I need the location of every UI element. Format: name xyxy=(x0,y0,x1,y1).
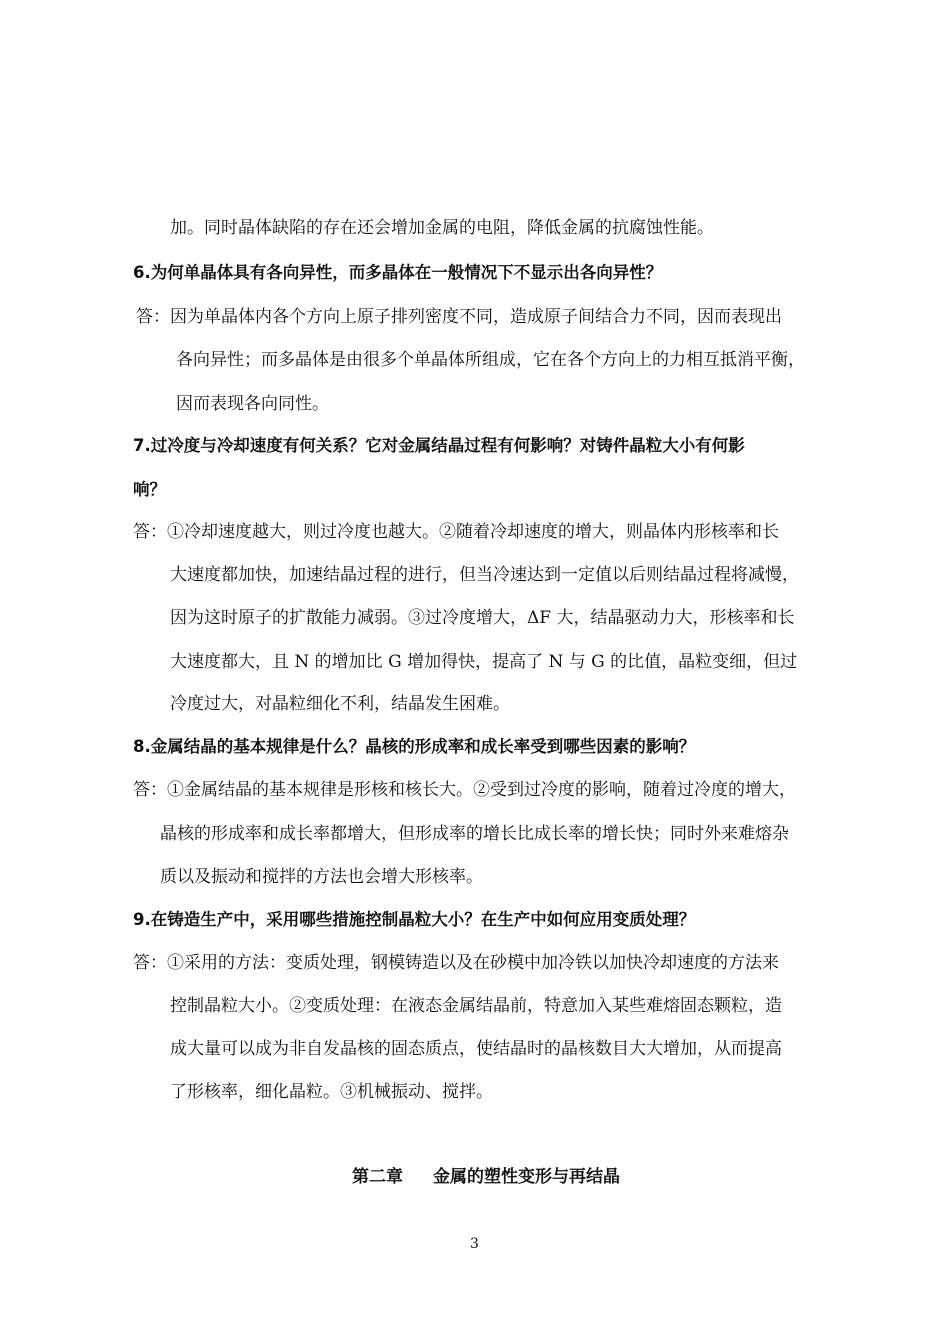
answer-6-line-2: 各向异性；而多晶体是由很多个单晶体所组成，它在各个方向上的力相互抵消平衡， xyxy=(176,350,805,370)
answer-7-line-1: 答：①冷却速度越大，则过冷度也越大。②随着冷却速度的增大，则晶体内形核率和长 xyxy=(133,522,779,542)
answer-7-line-4: 大速度都大，且 N 的增加比 G 增加得快，提高了 N 与 G 的比值，晶粒变细，但过 xyxy=(170,652,798,672)
answer-7-line-2: 大速度都加快，加速结晶过程的进行，但当冷速达到一定值以后则结晶过程将减慢， xyxy=(170,565,799,585)
answer-8-line-1: 答：①金属结晶的基本规律是形核和核长大。②受到过冷度的影响，随着过冷度的增大， xyxy=(133,780,796,800)
answer-9-line-4: 了形核率，细化晶粒。③机械振动、搅拌。 xyxy=(170,1082,493,1102)
answer-7-line-3: 因为这时原子的扩散能力减弱。③过冷度增大，ΔF 大，结晶驱动力大，形核率和长 xyxy=(170,608,795,628)
answer-6-line-1: 答：因为单晶体内各个方向上原子排列密度不同，造成原子间结合力不同，因而表现出 xyxy=(136,307,782,327)
answer-9-line-3: 成大量可以成为非自发晶核的固态质点，使结晶时的晶核数目大大增加，从而提高 xyxy=(170,1039,782,1059)
answer-5-continuation: 加。同时晶体缺陷的存在还会增加金属的电阻，降低金属的抗腐蚀性能。 xyxy=(170,218,714,238)
answer-8-line-3: 质以及振动和搅拌的方法也会增大形核率。 xyxy=(160,867,483,887)
question-6: 6.为何单晶体具有各向异性，而多晶体在一般情况下不显示出各向异性？ xyxy=(133,263,663,282)
chapter-title: 金属的塑性变形与再结晶 xyxy=(433,1167,620,1187)
answer-8-line-2: 晶核的形成率和成长率都增大，但形成率的增长比成长率的增长快；同时外来难熔杂 xyxy=(160,824,789,844)
question-8: 8.金属结晶的基本规律是什么？晶核的形成率和成长率受到哪些因素的影响？ xyxy=(133,737,696,756)
question-7-line-2: 响？ xyxy=(133,480,166,499)
answer-9-line-1: 答：①采用的方法：变质处理，钢模铸造以及在砂模中加冷铁以加快冷却速度的方法来 xyxy=(133,953,779,973)
chapter-number: 第二章 xyxy=(352,1167,403,1187)
answer-9-line-2: 控制晶粒大小。②变质处理：在液态金属结晶前，特意加入某些难熔固态颗粒，造 xyxy=(170,996,782,1016)
answer-7-line-5: 冷度过大，对晶粒细化不利，结晶发生困难。 xyxy=(170,694,510,714)
page-number: 3 xyxy=(470,1236,479,1252)
question-9: 9.在铸造生产中，采用哪些措施控制晶粒大小？在生产中如何应用变质处理？ xyxy=(133,910,696,929)
question-7-line-1: 7.过冷度与冷却速度有何关系？它对金属结晶过程有何影响？对铸件晶粒大小有何影 xyxy=(133,436,745,455)
chapter-heading xyxy=(352,1165,620,1189)
answer-6-line-3: 因而表现各向同性。 xyxy=(176,394,329,414)
